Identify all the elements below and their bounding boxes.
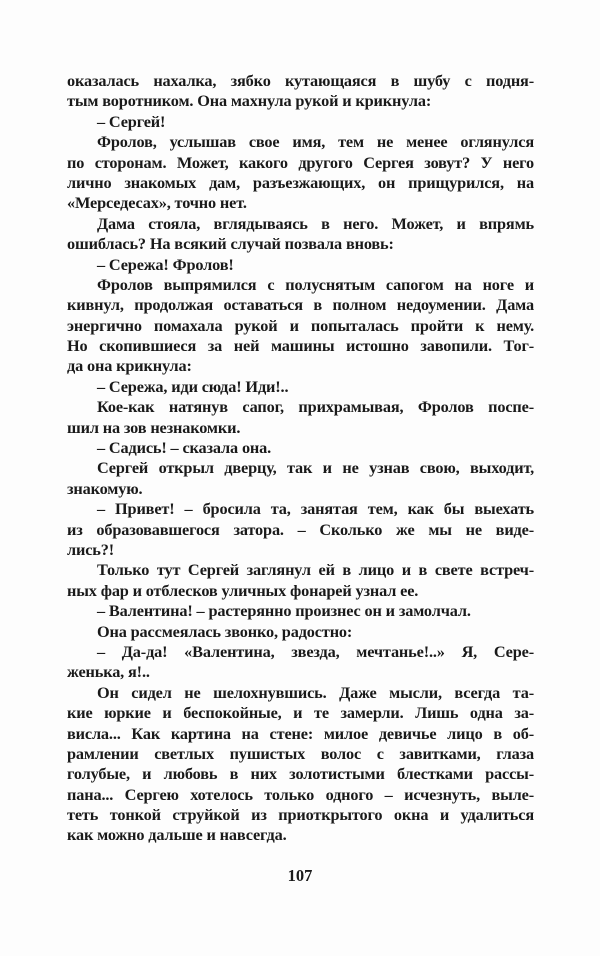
text-line: висла... Как картина на стене: милое девичье лицо в об- (67, 723, 534, 743)
text-line: знакомую. (67, 478, 143, 498)
text-line: – Садись! – сказала она. (97, 438, 272, 458)
text-line: теть тонкой струйкой из приоткрытого окна и удалиться (67, 805, 534, 825)
text-line: кие юркие и беспокойные, и те замерли. Лишь одна за- (67, 703, 534, 723)
text-line: Фролов, услышав свое имя, тем не менее оглянулся (97, 132, 534, 152)
text-line: Фролов выпрямился с полуснятым сапогом на ноге и (97, 274, 534, 294)
text-line: Дама стояла, вглядываясь в него. Может, и впрямь (97, 213, 534, 233)
text-line: из образовавшегося затора. – Сколько же мы не виде- (67, 519, 534, 539)
text-line: рамлении светлых пушистых волос с завитками, глаза (67, 743, 534, 763)
text-line: Но скопившиеся за ней машины истошно завопили. Тог- (67, 336, 534, 356)
text-line: – Привет! – бросила та, занятая тем, как бы выехать (97, 499, 534, 519)
book-page-text (67, 71, 534, 846)
text-line: энергично помахала рукой и попыталась пройти к нему. (67, 315, 534, 335)
text-line: оказалась нахалка, зябко кутающаяся в шубу с подня- (67, 71, 534, 90)
text-line: тым воротником. Она махнула рукой и крикнула: (67, 91, 432, 111)
text-line: – Сережа! Фролов! (97, 254, 234, 274)
text-line: шил на зов незнакомки. (67, 417, 241, 437)
text-line: да она крикнула: (67, 356, 192, 376)
text-line: – Сережа, иди сюда! Иди!.. (97, 376, 289, 396)
text-line: – Сергей! (97, 111, 166, 131)
text-line: – Да-да! «Валентина, звезда, мечтанье!..» Я, Сере- (97, 641, 534, 661)
text-line: Она рассмеялась звонко, радостно: (97, 621, 353, 641)
text-line: лично знакомых дам, разъезжающих, он прищурился, на (67, 172, 534, 192)
text-line: «Мерседесах», точно нет. (67, 193, 247, 213)
text-line: лись?! (67, 539, 115, 559)
text-line: – Валентина! – растерянно произнес он и замолчал. (97, 601, 471, 621)
text-line: Сергей открыл дверцу, так и не узнав свою, выходит, (97, 458, 534, 478)
text-line: ошиблась? На всякий случай позвала вновь: (67, 234, 394, 254)
text-line: кивнул, продолжая оставаться в полном недоумении. Дама (67, 295, 534, 315)
text-line: голубые, и любовь в них золотистыми блестками рассы- (67, 764, 534, 784)
text-line: Кое-как натянув сапог, прихрамывая, Фролов поспе- (97, 397, 534, 417)
text-line: Он сидел не шелохнувшись. Даже мысли, всегда та- (97, 682, 534, 702)
text-line: женька, я!.. (67, 662, 150, 682)
text-line: ных фар и отблесков уличных фонарей узнал ее. (67, 580, 419, 600)
text-line: по сторонам. Может, какого другого Сергея зовут? У него (67, 152, 534, 172)
text-line: как можно дальше и навсегда. (67, 825, 287, 845)
text-line: Только тут Сергей заглянул ей в лицо и в свете встреч- (97, 560, 534, 580)
text-line: пана... Сергею хотелось только одного – исчезнуть, выле- (67, 784, 534, 804)
page-number: 107 (287, 866, 313, 885)
